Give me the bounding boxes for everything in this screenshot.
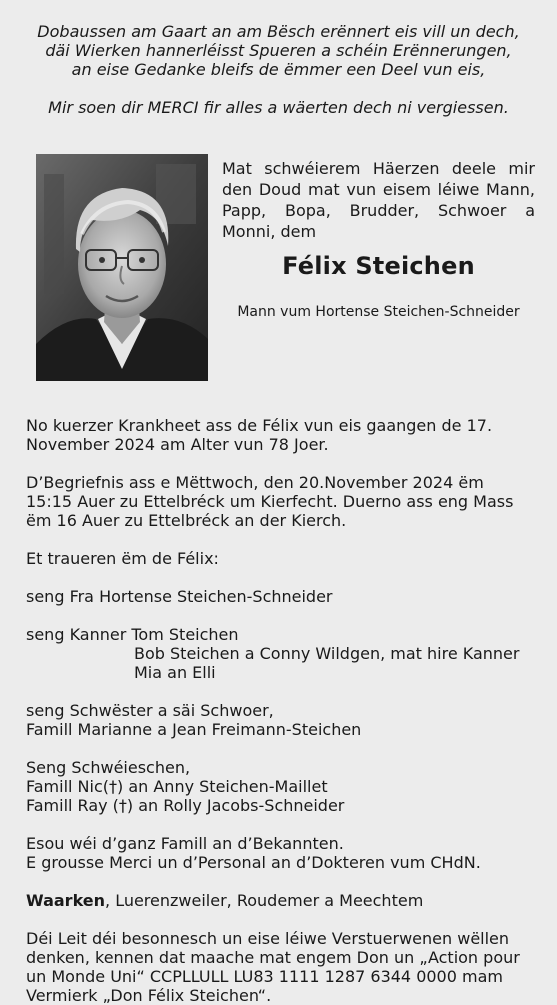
funeral-line: ëm 16 Auer zu Ettelbréck an der Kierch. — [26, 511, 347, 530]
portrait-image-icon — [36, 154, 208, 381]
poem-line: Dobaussen am Gaart an am Bësch erënnert eis vill un dech, — [37, 22, 520, 41]
portrait-photo — [36, 154, 208, 381]
mourner-sister: seng Schwëster a säi Schwoer, — [26, 701, 274, 720]
mourner-in-laws: Seng Schwéieschen, — [26, 758, 191, 777]
places-bold: Waarken — [26, 891, 106, 910]
mourner-children: seng Kanner Tom Steichen — [26, 625, 239, 644]
death-notice-line: No kuerzer Krankheet ass de Félix vun eis gaangen de 17. — [26, 416, 493, 435]
mourner-children: Bob Steichen a Conny Wildgen, mat hire Kanner — [134, 644, 520, 663]
family-thanks: E grousse Merci un d’Personal an d’Dokteren vum CHdN. — [26, 853, 481, 872]
mourner-in-laws: Famill Ray (†) an Rolly Jacobs-Schneider — [26, 796, 345, 815]
spouse-line: Mann vum Hortense Steichen-Schneider — [237, 304, 520, 320]
donation-line: un Monde Uni“ CCPLLULL LU83 1111 1287 6344 0000 mam — [26, 967, 503, 986]
funeral-line: 15:15 Auer zu Ettelbréck um Kierfecht. Duerno ass eng Mass — [26, 492, 514, 511]
intro-line: Papp, Bopa, Brudder, Schwoer a — [222, 201, 535, 220]
announcement-intro — [222, 158, 535, 242]
mourner-in-laws: Famill Nic(†) an Anny Steichen-Maillet — [26, 777, 328, 796]
mourners-intro: Et traueren ëm de Félix: — [26, 549, 219, 568]
intro-line: Mat schwéierem Häerzen deele mir — [222, 159, 535, 178]
poem-line: an eise Gedanke bleifs de ëmmer een Deel vun eis, — [71, 60, 486, 79]
memorial-poem — [14, 22, 543, 117]
places-line — [26, 891, 536, 910]
intro-line: den Doud mat vun eisem léiwe Mann, — [222, 180, 535, 199]
mourner-children: Mia an Elli — [134, 663, 216, 682]
deceased-name: Félix Steichen — [282, 252, 475, 280]
funeral-line: D’Begriefnis ass e Mëttwoch, den 20.November 2024 ëm — [26, 473, 484, 492]
poem-line: däi Wierken hannerléisst Spueren a schéin Erënnerungen, — [45, 41, 512, 60]
intro-line: Monni, dem — [222, 222, 317, 241]
places-rest: , Luerenzweiler, Roudemer a Meechtem — [105, 891, 424, 910]
donation-line: Vermierk „Don Félix Steichen“. — [26, 986, 272, 1005]
death-notice-line: November 2024 am Alter vun 78 Joer. — [26, 435, 329, 454]
donation-line: Déi Leit déi besonnesch un eise léiwe Verstuerwenen wëllen — [26, 929, 510, 948]
mourner-sister: Famill Marianne a Jean Freimann-Steichen — [26, 720, 362, 739]
mourner-wife: seng Fra Hortense Steichen-Schneider — [26, 587, 333, 606]
donation-line: denken, kennen dat maache mat engem Don un „Action pour — [26, 948, 520, 967]
notice-body — [26, 416, 536, 1005]
family-thanks: Esou wéi d’ganz Famill an d’Bekannten. — [26, 834, 344, 853]
poem-line: Mir soen dir MERCI fir alles a wäerten dech ni vergiessen. — [48, 98, 509, 117]
